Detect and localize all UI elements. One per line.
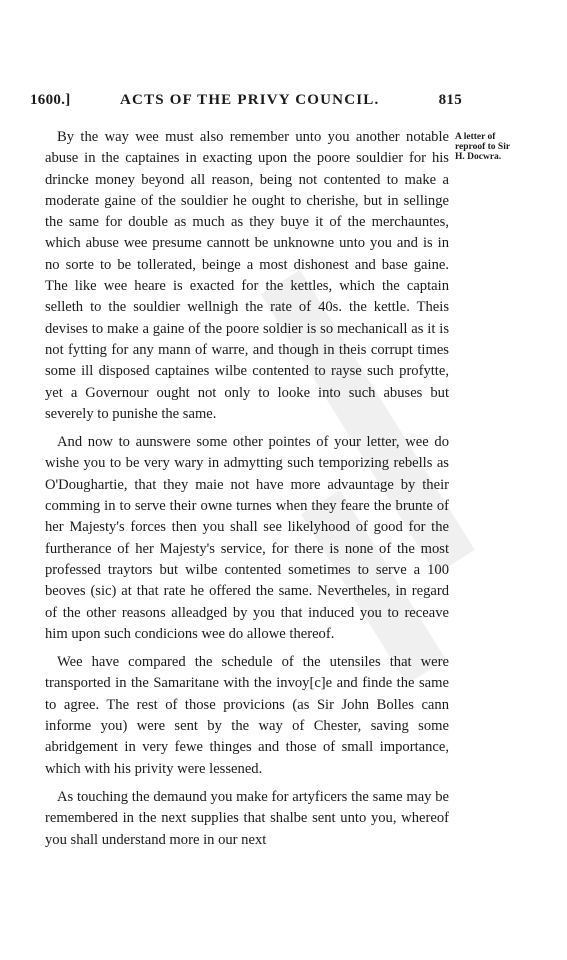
paragraph: Wee have compared the schedule of the utensiles that were transported in the Samaritane with the invoy[c]e and finde the same to agree. The rest of those provicions (as Sir John Bolles cann informe you) were sent by the way of Chester, saving some abridgement in very fewe thinges and those of small importance, which with his privity were lessened. <box>45 654 449 777</box>
marginal-note-line: H. Docwra. <box>455 152 502 162</box>
marginal-note-line: reproof to Sir <box>455 142 511 152</box>
paragraph: By the way wee must also remember unto you another notable abuse in the captaines in exacting upon the poore souldier for his drincke money beyond all reason, being not contented to make a moderate gaine of the souldier he ought to cherishe, but in sellinge the same for double as much as they buye it of the merchauntes, which abuse wee presume cannott be unknowne unto you and is in no sorte to be tollerated, beinge a most dishonest and base gaine. The like wee heare is exacted for the kettles, which the captain selleth to the souldier wellnigh the rate of 40s. the kettle. Theis devises to make a gaine of the poore soldier is so mechanicall as it is not fytting for any mann of warre, and though in theis corrupt times some ill disposed captaines wilbe contented to rayse such profytte, yet a Governour ought not only to looke into such abuses but severely to punishe the same. <box>45 129 449 422</box>
page-number: 815 <box>438 92 462 108</box>
marginal-note <box>455 132 525 162</box>
paragraph: As touching the demaund you make for artyficers the same may be remembered in the next supplies that shalbe sent unto you, whereof you shall understand more in our next <box>45 788 449 848</box>
header-title: ACTS OF THE PRIVY COUNCIL. <box>120 92 380 108</box>
body-text <box>45 127 449 858</box>
header-year: 1600.] <box>30 92 71 108</box>
marginal-note-line: A letter of <box>455 132 496 142</box>
running-header <box>30 92 462 114</box>
paragraph: And now to aunswere some other pointes of your letter, wee do wishe you to be very wary in admytting such temporizing rebells as O'Doughartie, that they maie not have more advauntage by their comming in to serve their owne turnes when they feare the brunte of her Majesty's forces then you shall see likelyhood of good for the furtherance of her Majesty's service, for there is none of the most professed traytors but wilbe contented sometimes to serve a 100 beoves (sic) at that rate he offered the same. Nevertheles, in regard of the other reasons alleadged by you that induced you to receave him upon such condicions wee do allowe thereof. <box>45 434 449 642</box>
